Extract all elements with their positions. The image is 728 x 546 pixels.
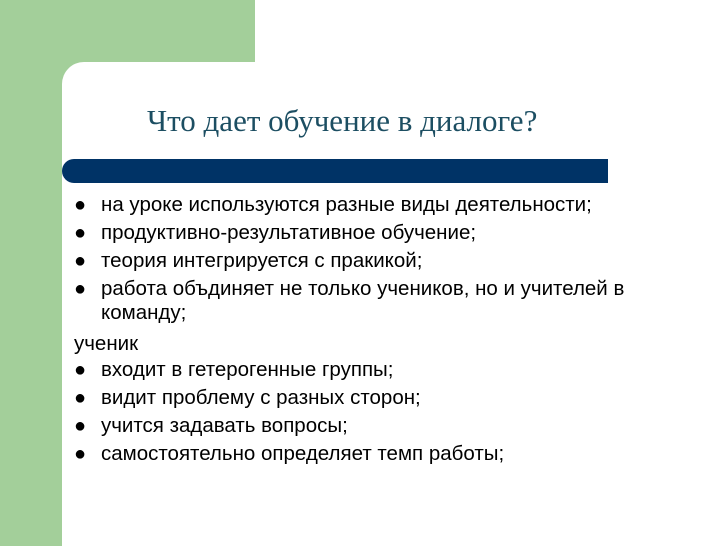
- list-item-text: теория интегрируется с пракикой;: [101, 249, 423, 272]
- bullet-icon: ●: [74, 359, 87, 381]
- bullet-icon: ●: [74, 278, 87, 300]
- list-item-text: видит проблему с разных сторон;: [101, 386, 421, 409]
- list-item: [74, 358, 634, 382]
- slide-content: [74, 193, 634, 466]
- subheading-student: ученик: [74, 332, 139, 355]
- list-item-text: продуктивно-результативное обучение;: [101, 221, 477, 244]
- list-item: [74, 442, 634, 466]
- list-item-text: самостоятельно определяет темп работы;: [101, 442, 505, 465]
- list-item: [74, 221, 634, 245]
- list-item: [74, 193, 634, 217]
- list-item: [74, 386, 634, 410]
- bullet-icon: ●: [74, 387, 87, 409]
- bullet-icon: ●: [74, 250, 87, 272]
- bullet-icon: ●: [74, 415, 87, 437]
- list-item-text: учится задавать вопросы;: [101, 414, 348, 437]
- bullet-icon: ●: [74, 194, 87, 216]
- list-item: [74, 249, 634, 273]
- list-item-text: работа объдиняет не только учеников, но и учителей в команду;: [101, 277, 625, 324]
- list-item: [74, 277, 634, 325]
- title-underline-bar: [62, 159, 608, 183]
- list-item-text: входит в гетерогенные группы;: [101, 358, 394, 381]
- list-item-text: на уроке используются разные виды деятельности;: [101, 193, 592, 216]
- bullet-icon: ●: [74, 222, 87, 244]
- list-item: [74, 414, 634, 438]
- bullet-icon: ●: [74, 443, 87, 465]
- slide-title: Что дает обучение в диалоге?: [147, 103, 538, 138]
